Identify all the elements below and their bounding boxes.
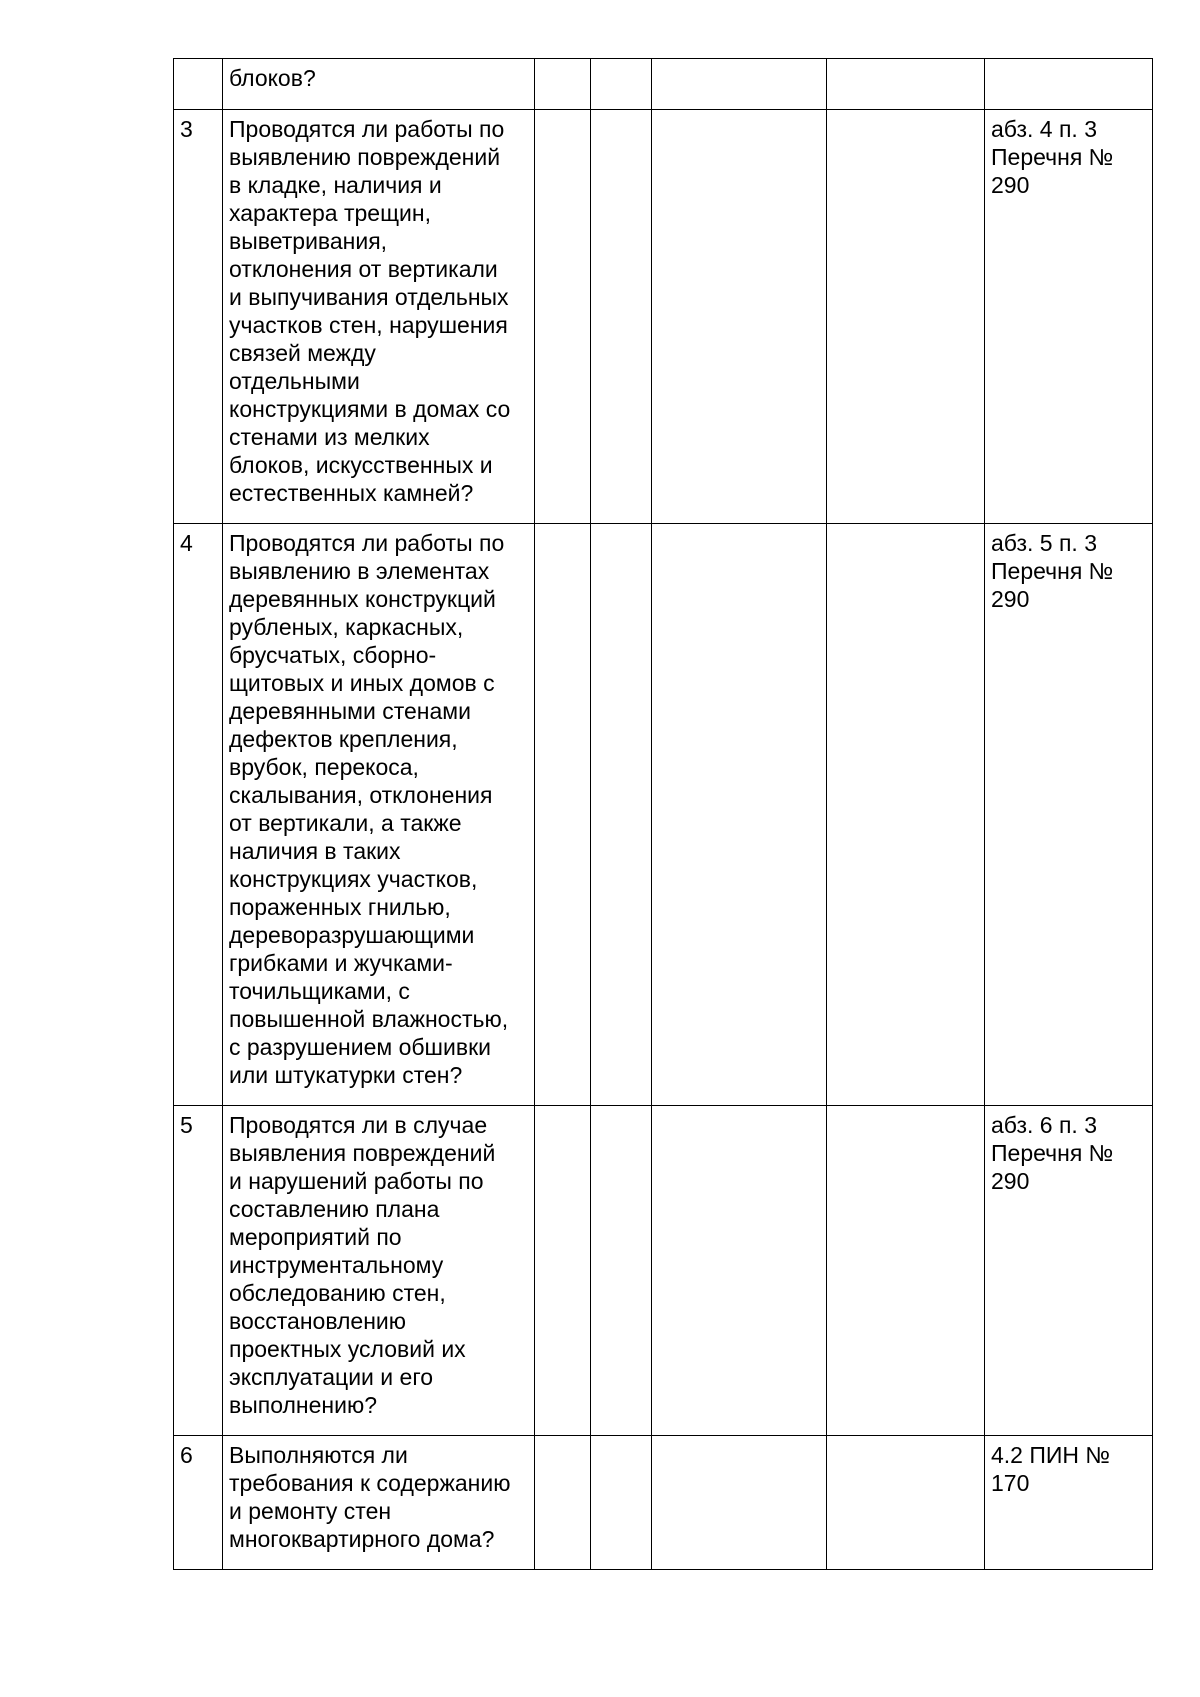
question-cell	[223, 59, 535, 110]
question-text: Проводятся ли работы по выявлению в элементах деревянных конструкций рубленых, каркасных, брусчатых, сборно- щитовых и иных домов с деревянными стенами дефектов крепления, врубок, перекоса, скалывания, отклонения от вертикали, а также наличия в таких конструкциях участков, пораженных гнилью, дереворазрушающими грибками и жучками- точильщиками, с повышенной влажностью, с разрушением обшивки или штукатурки стен?	[229, 530, 509, 1088]
question-cell	[223, 524, 535, 1106]
reference-text: 4.2 ПИН № 170	[991, 1442, 1111, 1496]
answer-no-cell[interactable]	[591, 1436, 652, 1570]
answer-no-cell[interactable]	[591, 524, 652, 1106]
answer-not-applicable-cell[interactable]	[652, 524, 827, 1106]
table-row	[174, 524, 1153, 1106]
notes-cell[interactable]	[827, 1106, 985, 1436]
question-text: Проводятся ли работы по выявлению повреждений в кладке, наличия и характера трещин, выветривания, отклонения от вертикали и выпучивания отдельных участков стен, нарушения связей между отдельными конструкциями в домах со стенами из мелких блоков, искусственных и естественных камней?	[229, 116, 511, 506]
reference-text: абз. 5 п. 3 Перечня № 290	[991, 530, 1114, 612]
table-row	[174, 1106, 1153, 1436]
notes-cell[interactable]	[827, 110, 985, 524]
answer-yes-cell[interactable]	[535, 1106, 591, 1436]
reference-text: абз. 6 п. 3 Перечня № 290	[991, 1112, 1114, 1194]
checklist-table	[173, 58, 1153, 1570]
reference-cell	[985, 110, 1153, 524]
answer-yes-cell[interactable]	[535, 1436, 591, 1570]
answer-no-cell[interactable]	[591, 59, 652, 110]
answer-not-applicable-cell[interactable]	[652, 110, 827, 524]
answer-yes-cell[interactable]	[535, 59, 591, 110]
question-cell	[223, 1436, 535, 1570]
answer-no-cell[interactable]	[591, 110, 652, 524]
answer-yes-cell[interactable]	[535, 524, 591, 1106]
question-text: блоков?	[229, 65, 316, 91]
table-row	[174, 59, 1153, 110]
notes-cell[interactable]	[827, 524, 985, 1106]
item-number: 4	[174, 524, 223, 1106]
notes-cell[interactable]	[827, 59, 985, 110]
answer-not-applicable-cell[interactable]	[652, 1106, 827, 1436]
answer-no-cell[interactable]	[591, 1106, 652, 1436]
item-number	[174, 59, 223, 110]
question-text: Проводятся ли в случае выявления повреждений и нарушений работы по составлению плана мероприятий по инструментальному обследованию стен, восстановлению проектных условий их эксплуатации и его выполнению?	[229, 1112, 496, 1418]
item-number: 6	[174, 1436, 223, 1570]
table-row	[174, 1436, 1153, 1570]
reference-cell	[985, 1436, 1153, 1570]
reference-cell	[985, 524, 1153, 1106]
reference-text: абз. 4 п. 3 Перечня № 290	[991, 116, 1114, 198]
question-cell	[223, 1106, 535, 1436]
item-number: 5	[174, 1106, 223, 1436]
answer-not-applicable-cell[interactable]	[652, 1436, 827, 1570]
notes-cell[interactable]	[827, 1436, 985, 1570]
table-row	[174, 110, 1153, 524]
reference-cell	[985, 59, 1153, 110]
answer-not-applicable-cell[interactable]	[652, 59, 827, 110]
answer-yes-cell[interactable]	[535, 110, 591, 524]
question-text: Выполняются ли требования к содержанию и ремонту стен многоквартирного дома?	[229, 1442, 511, 1552]
reference-cell	[985, 1106, 1153, 1436]
question-cell	[223, 110, 535, 524]
item-number: 3	[174, 110, 223, 524]
